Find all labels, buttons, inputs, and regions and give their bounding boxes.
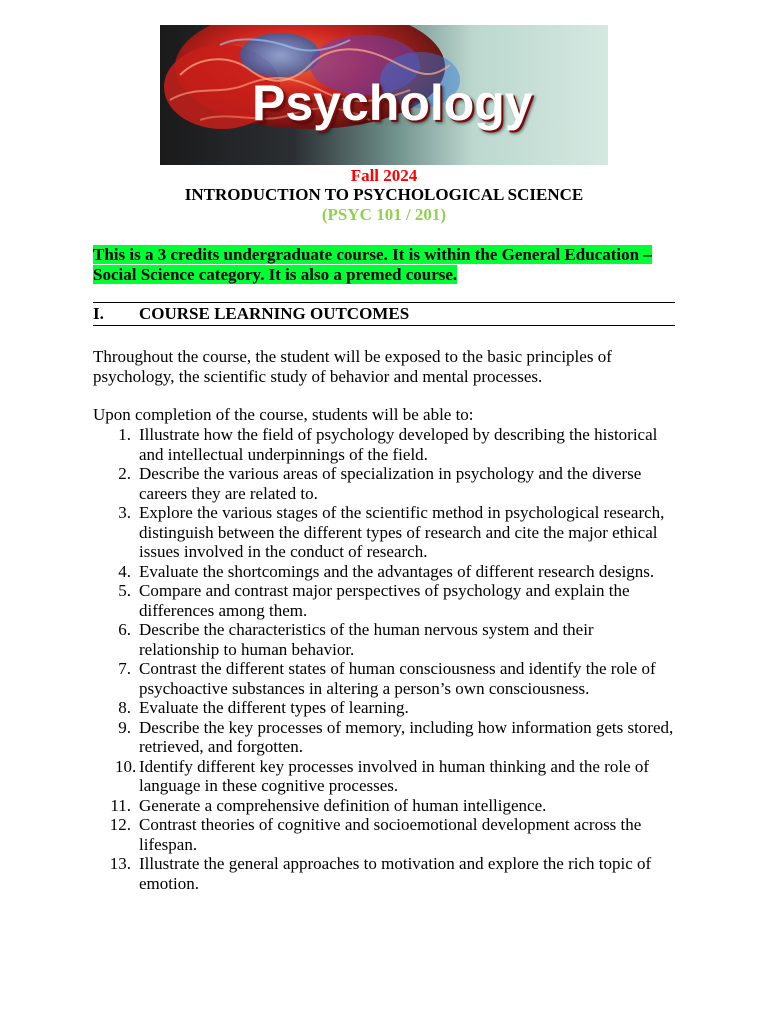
section-title: COURSE LEARNING OUTCOMES — [139, 304, 410, 323]
list-item — [93, 620, 678, 659]
list-item — [93, 815, 678, 854]
list-text: Evaluate the shortcomings and the advantages of different research designs. — [139, 561, 655, 581]
list-number: 8. — [118, 698, 131, 717]
list-text: Contrast theories of cognitive and socioemotional development across the lifespan. — [139, 815, 642, 854]
section-rule-bottom — [93, 325, 675, 326]
list-text: Describe the key processes of memory, including how information gets stored, retrieved, and forgotten. — [139, 717, 674, 756]
list-item — [93, 562, 678, 582]
list-item — [93, 718, 678, 757]
list-text: Illustrate how the field of psychology developed by describing the historical and intellectual underpinnings of the field. — [139, 425, 658, 464]
list-text: Explore the various stages of the scientific method in psychological research, distinguish between the different types of research and cite the major ethical issues involved in the conduct of research. — [139, 503, 665, 561]
term-label: Fall 2024 — [350, 166, 418, 185]
list-item — [93, 854, 678, 893]
list-number: 7. — [118, 659, 131, 678]
banner-title: Psychology — [252, 75, 533, 131]
list-number: 6. — [118, 620, 131, 639]
notice-highlight-text: This is a 3 credits undergraduate course. It is within the General Education – Social Science category. It is also a premed course. — [93, 245, 652, 284]
course-code: (PSYC 101 / 201) — [321, 205, 447, 224]
list-number: 9. — [118, 717, 131, 737]
list-number: 10. — [115, 756, 137, 776]
list-text: Contrast the different states of human consciousness and identify the role of psychoactive substances in altering a person’s own consciousness. — [139, 659, 656, 698]
list-number: 5. — [118, 581, 131, 600]
list-number: 11. — [110, 795, 131, 815]
list-number: 3. — [118, 503, 131, 522]
list-item — [93, 659, 678, 698]
list-number: 1. — [118, 425, 131, 444]
list-item — [93, 757, 678, 796]
list-number: 4. — [118, 561, 131, 581]
course-notice — [93, 245, 675, 284]
list-text: Compare and contrast major perspectives of psychology and explain the differences among them. — [139, 581, 630, 620]
list-item — [93, 425, 678, 464]
list-text: Identify different key processes involved in human thinking and the role of language in these cognitive processes. — [139, 756, 650, 795]
list-item — [93, 698, 678, 718]
list-item — [93, 503, 678, 562]
list-number: 13. — [109, 854, 131, 873]
section-number: I. — [93, 304, 104, 323]
list-text: Describe the characteristics of the human nervous system and their relationship to human behavior. — [139, 620, 594, 659]
section-rule-top — [93, 302, 675, 303]
list-item — [93, 581, 678, 620]
list-text: Describe the various areas of specialization in psychology and the diverse careers they are related to. — [139, 464, 642, 503]
list-item — [93, 464, 678, 503]
list-number: 2. — [118, 464, 131, 483]
list-text: Generate a comprehensive definition of human intelligence. — [139, 795, 547, 815]
outcomes-list — [93, 425, 678, 893]
psychology-banner-image — [160, 25, 608, 165]
list-number: 12. — [109, 815, 131, 834]
list-text: Evaluate the different types of learning. — [139, 698, 409, 717]
course-title: INTRODUCTION TO PSYCHOLOGICAL SCIENCE — [184, 185, 584, 204]
list-item — [93, 796, 678, 816]
list-text: Illustrate the general approaches to motivation and explore the rich topic of emotion. — [139, 854, 652, 893]
outcomes-lead: Upon completion of the course, students will be able to: — [93, 405, 474, 424]
intro-paragraph: Throughout the course, the student will be exposed to the basic principles of psychology, the scientific study of behavior and mental processes. — [93, 347, 612, 386]
